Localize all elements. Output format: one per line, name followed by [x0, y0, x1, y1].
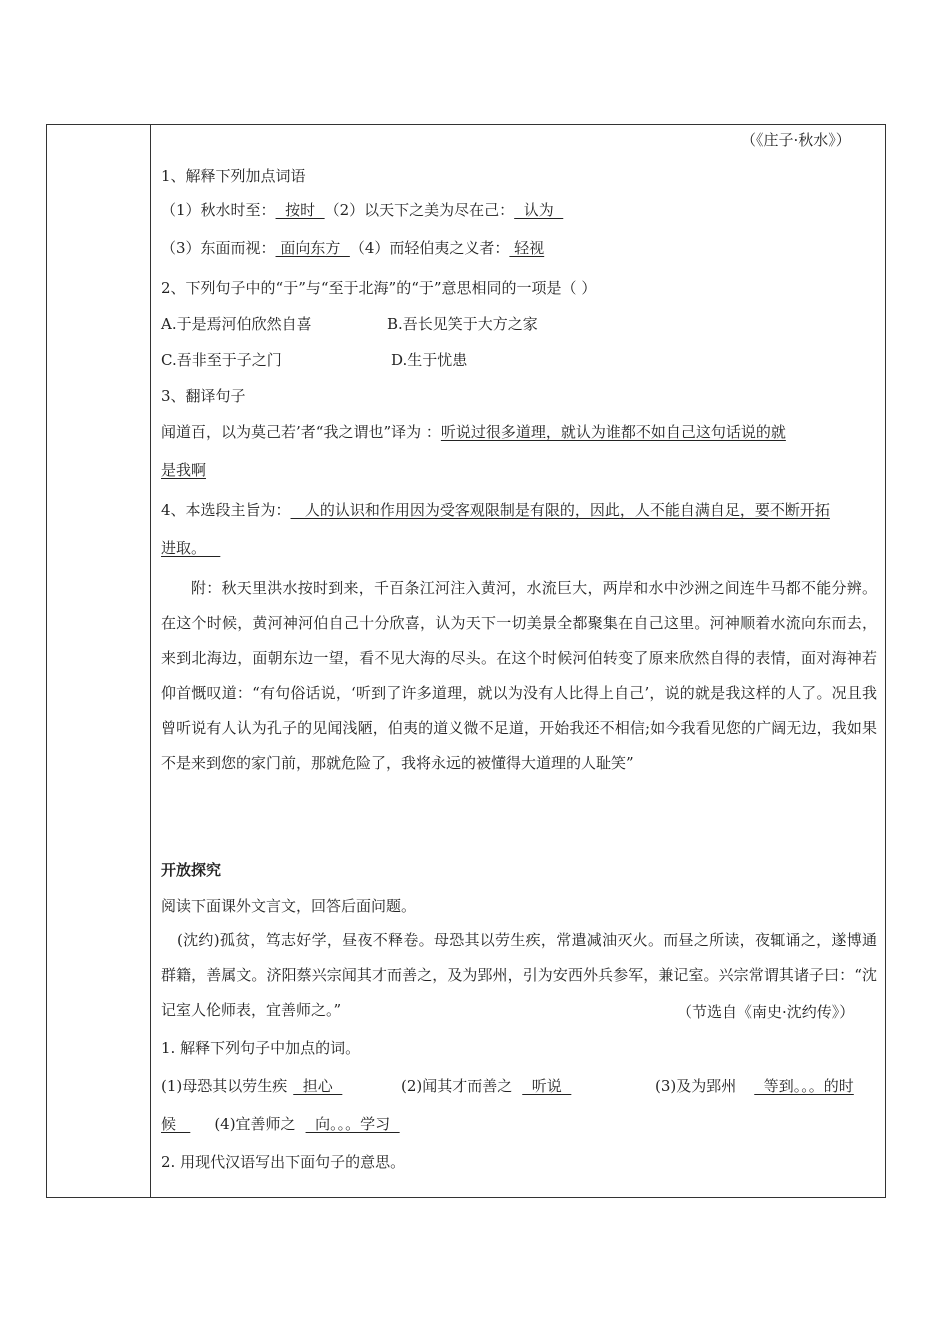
explore-q1-d-answer: 向。。。学习	[305, 1115, 400, 1133]
q4-answer-line2: 进取。	[161, 539, 221, 557]
explore-q1-c: (3)及为郢州	[655, 1077, 737, 1095]
explore-q1-title: 1. 解释下列句子中加点的词。	[161, 1039, 361, 1057]
table-frame	[46, 124, 886, 1198]
q3-prompt: 闻道百，以为莫己若’者“我之谓也”译为 ：	[161, 423, 441, 441]
q1-item2-answer: 认为	[514, 201, 564, 219]
left-column	[47, 125, 151, 1197]
explore-q1-c-answer: 等到。。。的时	[754, 1077, 854, 1095]
q1-item3-answer: 面向东方	[275, 239, 350, 257]
q2-title: 2、下列句子中的“于”与“至于北海”的“于”意思相同的一项是（ ）	[161, 279, 597, 297]
q4-line2	[161, 537, 220, 558]
q3-answer-line1: 听说过很多道理，就认为谁都不如自己这句话说的就	[440, 423, 786, 441]
source-citation: （《庄子·秋水》）	[741, 131, 851, 149]
explore-q1-b-answer: 听说	[522, 1077, 572, 1095]
q1-row2	[161, 237, 544, 258]
q1-item1-label: （1）秋水时至：	[161, 201, 276, 219]
q2-option-d: D.生于忧患	[391, 351, 468, 369]
explore-heading: 开放探究	[161, 861, 222, 879]
q1-item1-answer: 按时	[275, 201, 325, 219]
explore-q1-c-wrap	[655, 1075, 854, 1096]
explore-q1-c-answer-cont: 候	[161, 1115, 191, 1133]
explore-q2-title: 2. 用现代汉语写出下面句子的意思。	[161, 1153, 406, 1171]
explore-q1-d: (4)宜善师之	[214, 1115, 296, 1133]
q2-option-c: C.吾非至于子之门	[161, 351, 282, 369]
q2-option-b: B.吾长见笑于大方之家	[387, 315, 538, 333]
q3-answer-line2: 是我啊	[161, 461, 207, 479]
passage-source: （节选自《南史·沈约传》）	[677, 1003, 855, 1021]
explore-q1-b-wrap	[401, 1075, 571, 1096]
q1-item4-label: （4）而轻伯夷之义者：	[349, 239, 510, 257]
q3-line2	[161, 459, 206, 480]
q4-prefix: 4、本选段主旨为：	[161, 501, 291, 519]
appendix-paragraph: 附：秋天里洪水按时到来，千百条江河注入黄河，水流巨大，两岸和水中沙洲之间连牛马都不能分辨。在这个时候，黄河神河伯自己十分欣喜，认为天下一切美景全都聚集在自己这里。河神顺着水流向东而去，来到北海边，面朝东边一望，看不见大海的尽头。在这个时候河伯转变了原来欣然自得的表情，面对海神若仰首慨叹道：“有句俗话说，‘听到了许多道理，就以为没有人比得上自己’，说的就是我这样的人了。况且我曾听说有人认为孔子的见闻浅陋，伯夷的道义微不足道，开始我还不相信;如今我看见您的广阔无边，我如果不是来到您的家门前，那就危险了，我将永远的被懂得大道理的人耻笑”	[161, 579, 877, 772]
q1-item2-label: （2）以天下之美为尽在己：	[324, 201, 515, 219]
q4-answer-line1: 人的认识和作用因为受客观限制是有限的，因此，人不能自满自足，要不断开拓	[290, 501, 830, 519]
explore-q1-a: (1)母恐其以劳生疾	[161, 1077, 288, 1095]
q1-title: 1、解释下列加点词语	[161, 167, 306, 185]
q1-row1	[161, 199, 563, 220]
q1-item4-answer: 轻视	[509, 239, 545, 257]
explore-q1-row1	[161, 1075, 342, 1096]
q4-line1	[161, 499, 830, 520]
explore-q1-row2	[161, 1113, 400, 1134]
explore-passage: (沈约)孤贫，笃志好学，昼夜不释卷。母恐其以劳生疾，常遣减油灭火。而昼之所读，夜辄诵之，遂博通群籍，善属文。济阳蔡兴宗闻其才而善之，及为郢州，引为安西外兵参军，兼记室。兴宗常谓其诸子曰：“沈记室人伦师表，宜善师之。”	[161, 931, 877, 1019]
q3-title: 3、翻译句子	[161, 387, 246, 405]
q1-item3-label: （3）东面而视：	[161, 239, 276, 257]
explore-instruction: 阅读下面课外文言文，回答后面问题。	[161, 897, 417, 915]
q3-line1	[161, 421, 786, 442]
q2-option-a: A.于是焉河伯欣然自喜	[161, 315, 312, 333]
explore-q1-b: (2)闻其才而善之	[401, 1077, 513, 1095]
explore-q1-a-answer: 担心	[293, 1077, 343, 1095]
